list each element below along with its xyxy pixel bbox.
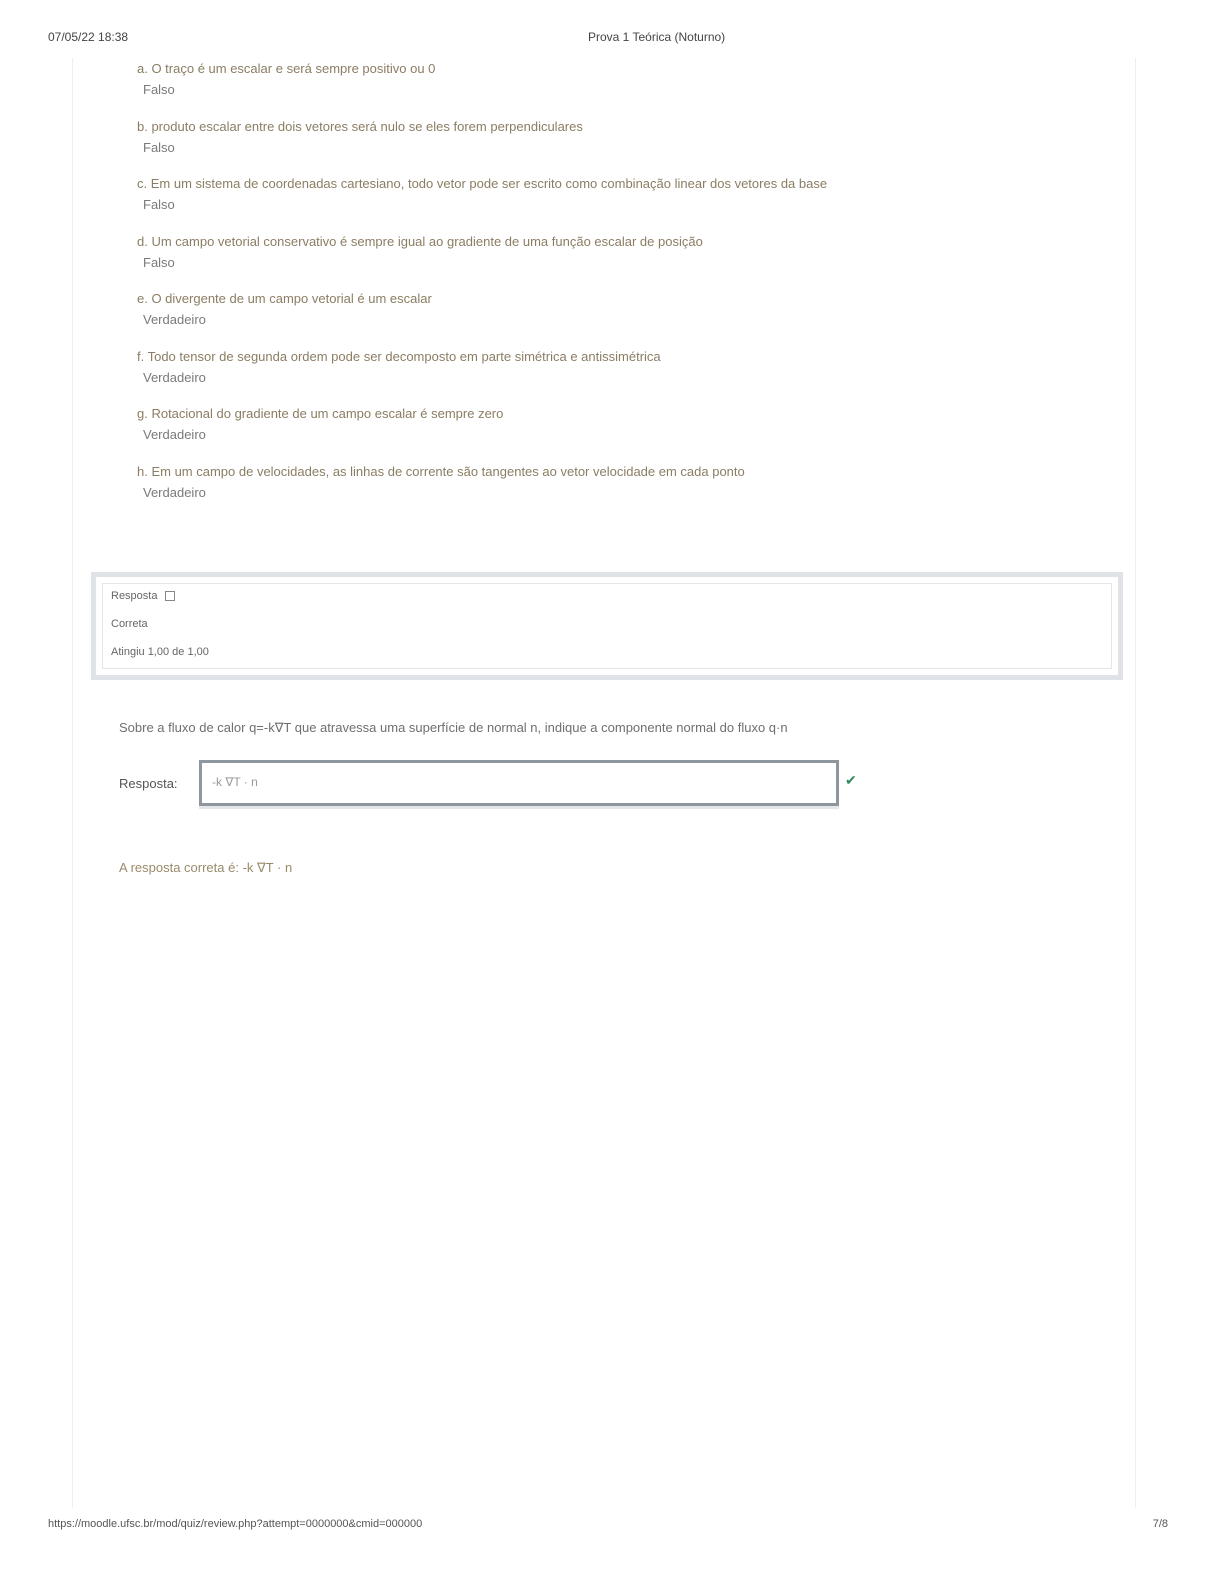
option-statement: a. O traço é um escalar e será sempre positivo ou 0	[137, 61, 436, 76]
option-item	[137, 173, 1017, 231]
option-item	[137, 403, 1017, 461]
option-statement: f. Todo tensor de segunda ordem pode ser decomposto em parte simétrica e antissimétrica	[137, 348, 661, 364]
option-answer: Falso	[143, 82, 175, 97]
option-statement: d. Um campo vetorial conservativo é sempre igual ao gradiente de uma função escalar de posição	[137, 233, 703, 249]
question-text: Sobre a fluxo de calor q=-k∇T que atravessa uma superfície de normal n, indique a componente normal do fluxo q·n	[119, 720, 788, 735]
print-date: 07/05/22 18:38	[48, 30, 129, 44]
question-result: Correta	[111, 618, 148, 630]
option-statement: c. Em um sistema de coordenadas cartesiano, todo vetor pode ser escrito como combinação linear dos vetores da base	[137, 176, 828, 191]
option-statement: g. Rotacional do gradiente de um campo escalar é sempre zero	[137, 406, 504, 421]
question-status-label: Resposta	[111, 590, 158, 602]
response-input[interactable]: -k ∇T · n	[199, 760, 839, 806]
option-answer: Verdadeiro	[143, 312, 206, 327]
true-false-options	[137, 58, 1017, 518]
option-statement: b. produto escalar entre dois vetores será nulo se eles forem perpendiculares	[137, 118, 583, 134]
option-statement: e. O divergente de um campo vetorial é um escalar	[137, 291, 432, 306]
option-answer: Verdadeiro	[143, 369, 206, 385]
check-icon: ✔	[845, 772, 857, 788]
option-answer: Verdadeiro	[143, 484, 206, 500]
option-statement: h. Em um campo de velocidades, as linhas de corrente são tangentes ao vetor velocidade em cada ponto	[137, 463, 745, 479]
flag-icon[interactable]	[165, 591, 175, 601]
option-item	[137, 346, 1017, 404]
option-answer: Falso	[143, 254, 175, 270]
option-item	[137, 288, 1017, 346]
question-info-box	[91, 572, 1123, 680]
page-url: https://moodle.ufsc.br/mod/quiz/review.php?attempt=0000000&cmid=000000	[48, 1518, 423, 1530]
question-info-inner	[102, 583, 1112, 669]
option-item	[137, 58, 1017, 116]
print-title: Prova 1 Teórica (Noturno)	[588, 30, 726, 44]
option-answer: Falso	[143, 197, 175, 212]
option-item	[137, 461, 1017, 519]
question-status	[111, 590, 175, 602]
option-answer: Verdadeiro	[143, 427, 206, 442]
question-grade: Atingiu 1,00 de 1,00	[111, 646, 209, 658]
option-answer: Falso	[143, 139, 175, 155]
page-number: 7/8	[1152, 1518, 1168, 1530]
print-footer	[48, 1518, 1176, 1536]
option-item	[137, 116, 1017, 174]
option-item	[137, 231, 1017, 289]
print-header	[48, 30, 1176, 50]
response-row	[119, 760, 919, 812]
correct-answer-text: A resposta correta é: -k ∇T · n	[119, 860, 293, 875]
quiz-content	[72, 58, 1136, 1508]
response-label: Resposta:	[119, 776, 178, 791]
